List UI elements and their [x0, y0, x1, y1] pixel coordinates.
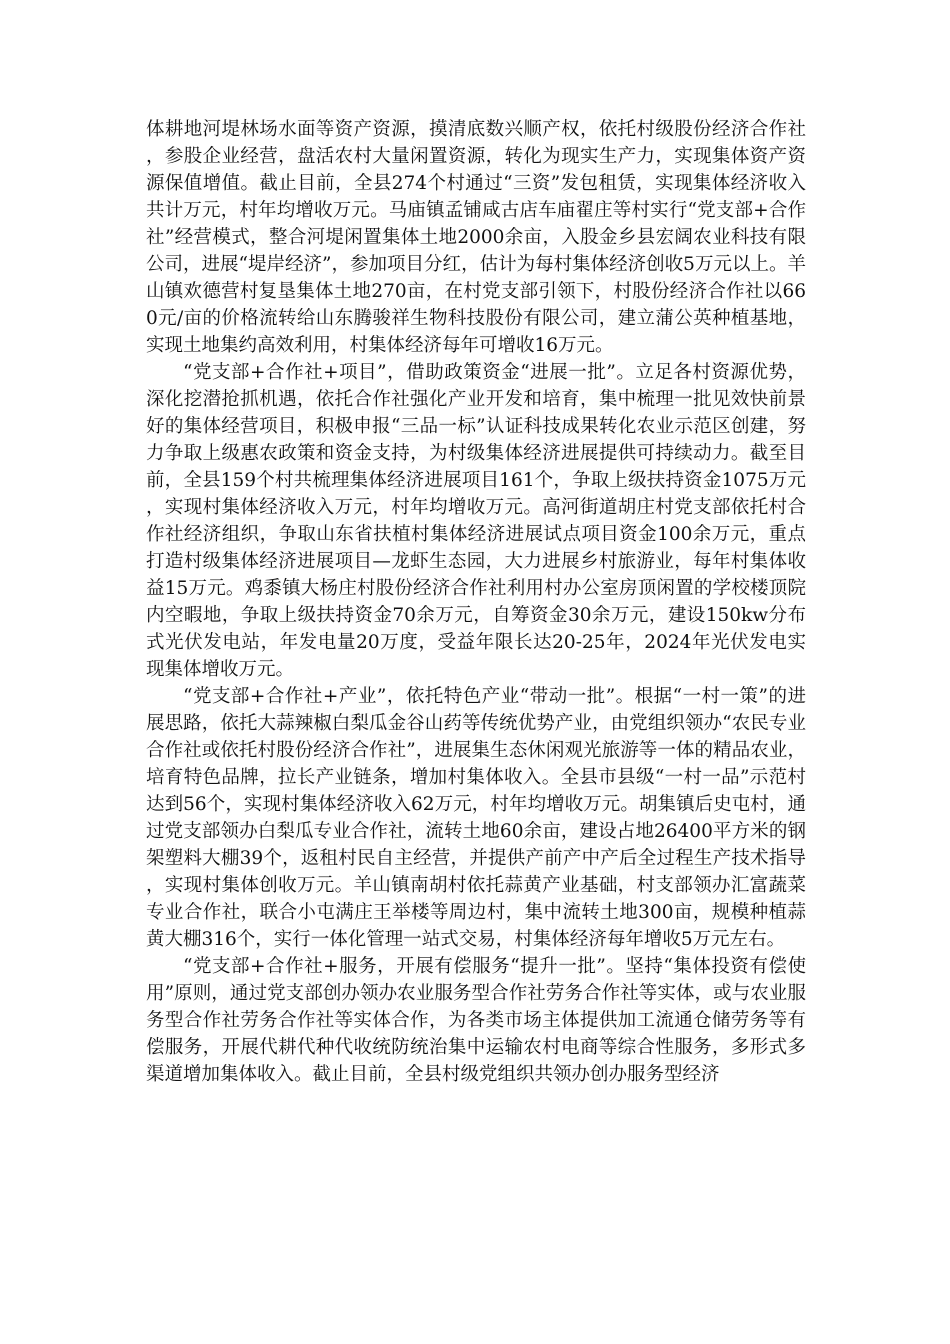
paragraph-2: “党支部+合作社+项目”，借助政策资金“进展一批”。立足各村资源优势，深化挖潜抢抓机遇，依托合作社强化产业开发和培育，集中梳理一批见效快前景好的集体经营项目，积极申报“三品一标”认证科技成果转化农业示范区创建，努力争取上级惠农政策和资金支持，为村级集体经济进展提供可持续动力。截至目前，全县159个村共梳理集体经济进展项目161个，争取上级扶持资金1075万元，实现村集体经济收入万元，村年均增收万元。高河街道胡庄村党支部依托村合作社经济组织，争取山东省扶植村集体经济进展试点项目资金100余万元，重点打造村级集体经济进展项目—龙虾生态园，大力进展乡村旅游业，每年村集体收益15万元。鸡黍镇大杨庄村股份经济合作社利用村办公室房顶闲置的学校楼顶院内空暇地，争取上级扶持资金70余万元，自筹资金30余万元，建设150kw分布式光伏发电站，年发电量20万度，受益年限长达20-25年，2024年光伏发电实现集体增收万元。: [146, 362, 806, 680]
document-body: [146, 116, 806, 1088]
paragraph-3: “党支部+合作社+产业”，依托特色产业“带动一批”。根据“一村一策”的进展思路，依托大蒜辣椒白梨瓜金谷山药等传统优势产业，由党组织领办“农民专业合作社或依托村股份经济合作社”，进展集生态休闲观光旅游等一体的精品农业，培育特色品牌，拉长产业链条，增加村集体收入。全县市县级“一村一品”示范村达到56个，实现村集体经济收入62万元，村年均增收万元。胡集镇后史屯村，通过党支部领办白梨瓜专业合作社，流转土地60余亩，建设占地26400平方米的钢架塑料大棚39个，返租村民自主经营，并提供产前产中产后全过程生产技术指导，实现村集体创收万元。羊山镇南胡村依托蒜黄产业基础，村支部领办汇富蔬菜专业合作社，联合小屯满庄王举楼等周边村，集中流转土地300亩，规模种植蒜黄大棚316个，实行一体化管理一站式交易，村集体经济每年增收5万元左右。: [146, 686, 806, 950]
paragraph-1: 体耕地河堤林场水面等资产资源，摸清底数兴顺产权，依托村级股份经济合作社，参股企业经营，盘活农村大量闲置资源，转化为现实生产力，实现集体资产资源保值增值。截止目前，全县274个村通过“三资”发包租赁，实现集体经济收入共计万元，村年均增收万元。马庙镇孟铺咸古店车庙翟庄等村实行“党支部+合作社”经营模式，整合河堤闲置集体土地2000余亩，入股金乡县宏阔农业科技有限公司，进展“堤岸经济”，参加项目分红，估计为每村集体经济创收5万元以上。羊山镇欢德营村复垦集体土地270亩，在村党支部引领下，村股份经济合作社以660元/亩的价格流转给山东腾骏祥生物科技股份有限公司，建立蒲公英种植基地，实现土地集约高效利用，村集体经济每年可增收16万元。: [146, 119, 806, 356]
paragraph-4: “党支部+合作社+服务，开展有偿服务“提升一批”。坚持“集体投资有偿使用”原则，通过党支部创办领办农业服务型合作社劳务合作社等实体，或与农业服务型合作社劳务合作社等实体合作，为各类市场主体提供加工流通仓储劳务等有偿服务，开展代耕代种代收统防统治集中运输农村电商等综合性服务，多形式多渠道增加集体收入。截止目前，全县村级党组织共领办创办服务型经济: [146, 956, 806, 1085]
